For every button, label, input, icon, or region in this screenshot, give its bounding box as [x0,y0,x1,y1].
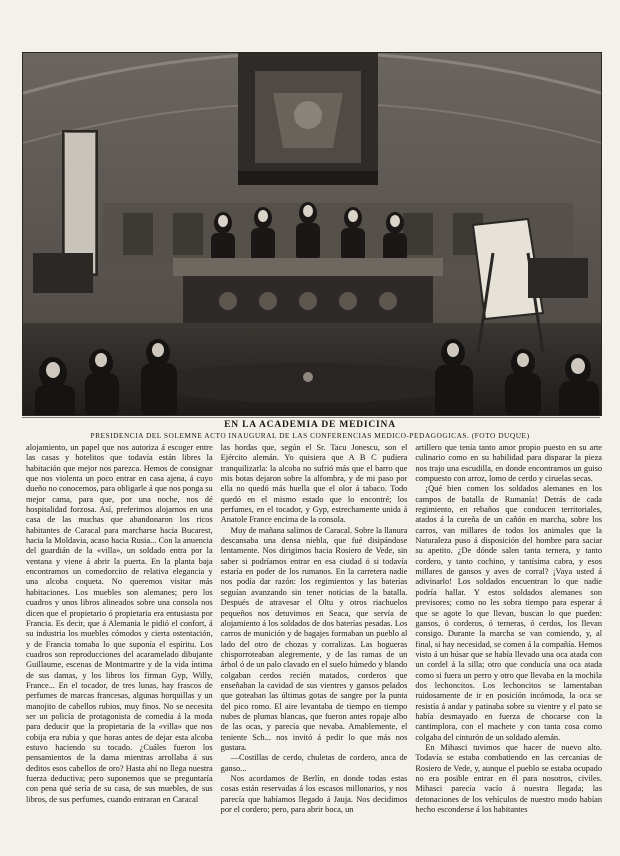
paragraph: Nos acordamos de Berlín, en donde todas estas cosas están reservadas á los escasos millonarios, y nos parecía que habíamos llegado á Jauja. Nos decidimos por el cordero; pero, para abrir boca, un [220,774,408,815]
paragraph: alojamiento, un papel que nos autoriza á escoger entre las casas y hotelitos que todavía están libres la habitación que mejor nos parezca. Hemos de consignar que nos violenta un poco entrar en casa ajena, á cuyo dueño no conocemos, para obligarle á que nos ponga su mejor cama, para que, por una noche, nos dé hospitalidad forzosa. Así, preferimos alojarnos en una casa de las muchas que abandonaron los ricos habitantes de Caracal para marcharse hacia Bucarest, hacia la Moldavia, acaso hacia Rusia... Con la anuencia del guardián de la «villa», un soldado entra por la ventana y viene á abrir la puerta. En la planta baja encontramos un comedorcito de relativa elegancia y una alcoba coqueta. No queremos visitar más habitaciones. Los muebles son alemanes; pero los cuadros y unos libros alineados sobre una consola nos dicen que el propietario ó propietaria era entusiasta por Francia. Es decir, que á Alemania le pidió el confort, á su industria los muebles cómodos y cierta ostentación, y de Francia tomaba lo que suponía el espíritu. Los cuadros son reproducciones del acaramelado dibujante Guillaume, escenas de Montmartre y de la vida íntima de sus damas, y los libros los firman Gyp, Willy, France... En el tocador, de tres lunas, hay frascos de perfumes de marcas francesas, algunas horquillas y un manojito de cabellos rubios, muy finos. No se necesita ser un policía de protagonista de comedia á la moda para deducir que la propietaria de la «villa» que nos cobija era rubia y que horas antes de dejar esta alcoba estuvo haciendo su tocado. ¿Cuáles fueron los pensamientos de la dama mientras arrollaba á sus deditos esos cabellos de oro? Hasta ahí no llega nuestra fuerza deductiva; pero suponemos que se preguntaría con pena qué sería de su casa, de sus muebles, de sus libros, de sus perfumes, cuando entraran en Caracal [26,443,213,804]
column-1 [26,443,213,848]
caption-title: EN LA ACADEMIA DE MEDICINA [224,420,396,430]
caption-subtitle: PRESIDENCIA DEL SOLEMNE ACTO INAUGURAL DE LAS CONFERENCIAS MEDICO-PEDAGOGICAS. (FOTO DUQUE) [90,431,530,440]
paragraph: artillero que tenía tanto amor propio puesto en su arte culinario como en su habilidad para disparar la pieza nos trajo una escudilla, en donde encontramos un guiso compuesto con arroz, lomo de cerdo y ciruelas secas. [415,443,602,484]
paragraph: —Costillas de cerdo, chuletas de cordero, anca de ganso... [220,753,408,773]
column-2 [221,443,408,848]
academy-photo-illustration [23,53,601,415]
article-columns [26,443,602,848]
paragraph: las hordas que, según el Sr. Tacu Jonescu, son el Ejército alemán. Yo quisiera que A B C pudiera tranquilizarla: la alcoba no sufrió más que el barro que mis botas dejaron sobre la alfombra, y de mi paso por ella no quedó más huella que el olor á tabaco. Todo quedó en el mismo estado que lo encontré; los perfumes, en el tocador, y Gyp, estrechamente unida á Anatole France encima de la consola. [220,443,408,525]
column-3 [415,443,602,848]
paragraph: Muy de mañana salimos de Caracal. Sobre la llanura descansaba una densa niebla, que fué disipándose lentamente. Nos dirigimos hacia Rosiero de Vede, sin saber si podríamos entrar en esa ciudad ó si todavía estaría en poder de los rumanos. En la carretera nadie nos podía dar razón: los regimientos y las baterías seguían avanzando sin tener noticias de la batalla. Después de atravesar el Oltu y otros riachuelos pequeños nos detuvimos en Seaca, que servía de alojamiento á los soldados de dos baterías pesadas. Los carros de munición y de bagajes formaban un pueblo al lado del otro de chozas y corralizas. Las hogueras chisporroteaban alegremente, y de las ramas de un árbol ó de un palo clavado en el suelo húmedo y blando colgaban cerdos recién matados, corderos que enseñaban la cavidad de sus vientres y gansos pelados que goteaban las últimas gotas de sangre por la punta del pico romo. El aire levantaba de tiempo en tiempo nubes de plumas blancas, que fueron antes ropaje albo de las ocas, y parecía que nevaba. Amablemente, el teniente Sch... nos invitó á pedir lo que más nos gustara. [220,525,408,752]
photo-rule [22,417,600,418]
paragraph: En Mihasci tuvimos que hacer de nuevo alto. Todavía se estaba combatiendo en las cercanías de Rosiero de Vede, y, aunque el pueblo se estaba ocupado no era posible entrar en él para nosotros, civiles. Mihasci parecía vacío á nuestra llegada; las detonaciones de los vehículos de nuestro modo habían hecho esconderse á los habitantes [415,742,602,815]
paragraph: ¡Qué bien comen los soldados alemanes en los campos de batalla de Rumanía! Detrás de cada regimiento, en rebaños que conducen territoriales, atados á la cureña de un cañón en marcha, sobre los carros, van millares de todos los animales que la Naturaleza puso á disposición del hombre para saciar su apetito. ¿De dónde salen tanta ternera, y tanto cordero, y tanto cochino, y tantísima cabra, y esos millares de gansos y aves de corral? ¡Vaya usted á adivinarlo! Los soldados encuentran lo que nadie podría hallar. Y estos soldados alemanes son previsores; como no les sobra tiempo para esperar á que se agote lo que llevan, buscan lo que pueden: gansos, ó corderos, ó terneras, ó cerdos, los llevan consigo. Durante la marcha se van comiendo, y, al final, si hay necesidad, se comen á la compañía. Hemos visto á un húsar que se había llevado una oca atada con un cordel á la silla; otro que conducía una oca atada como si fuera un perro y otro que llevaba en la mochila dos lechoncitos. Los lechoncitos se lamentaban ruidosamente de ir en posición incómoda, la oca se resistía á andar y patinaba sobre su vientre y el pato se había desmayado en fuerza de chocarse con la cantimplora, con el machete y con tanta cosa como colgaba del cinturón de un soldado alemán. [415,484,602,742]
academy-photo [22,52,602,416]
